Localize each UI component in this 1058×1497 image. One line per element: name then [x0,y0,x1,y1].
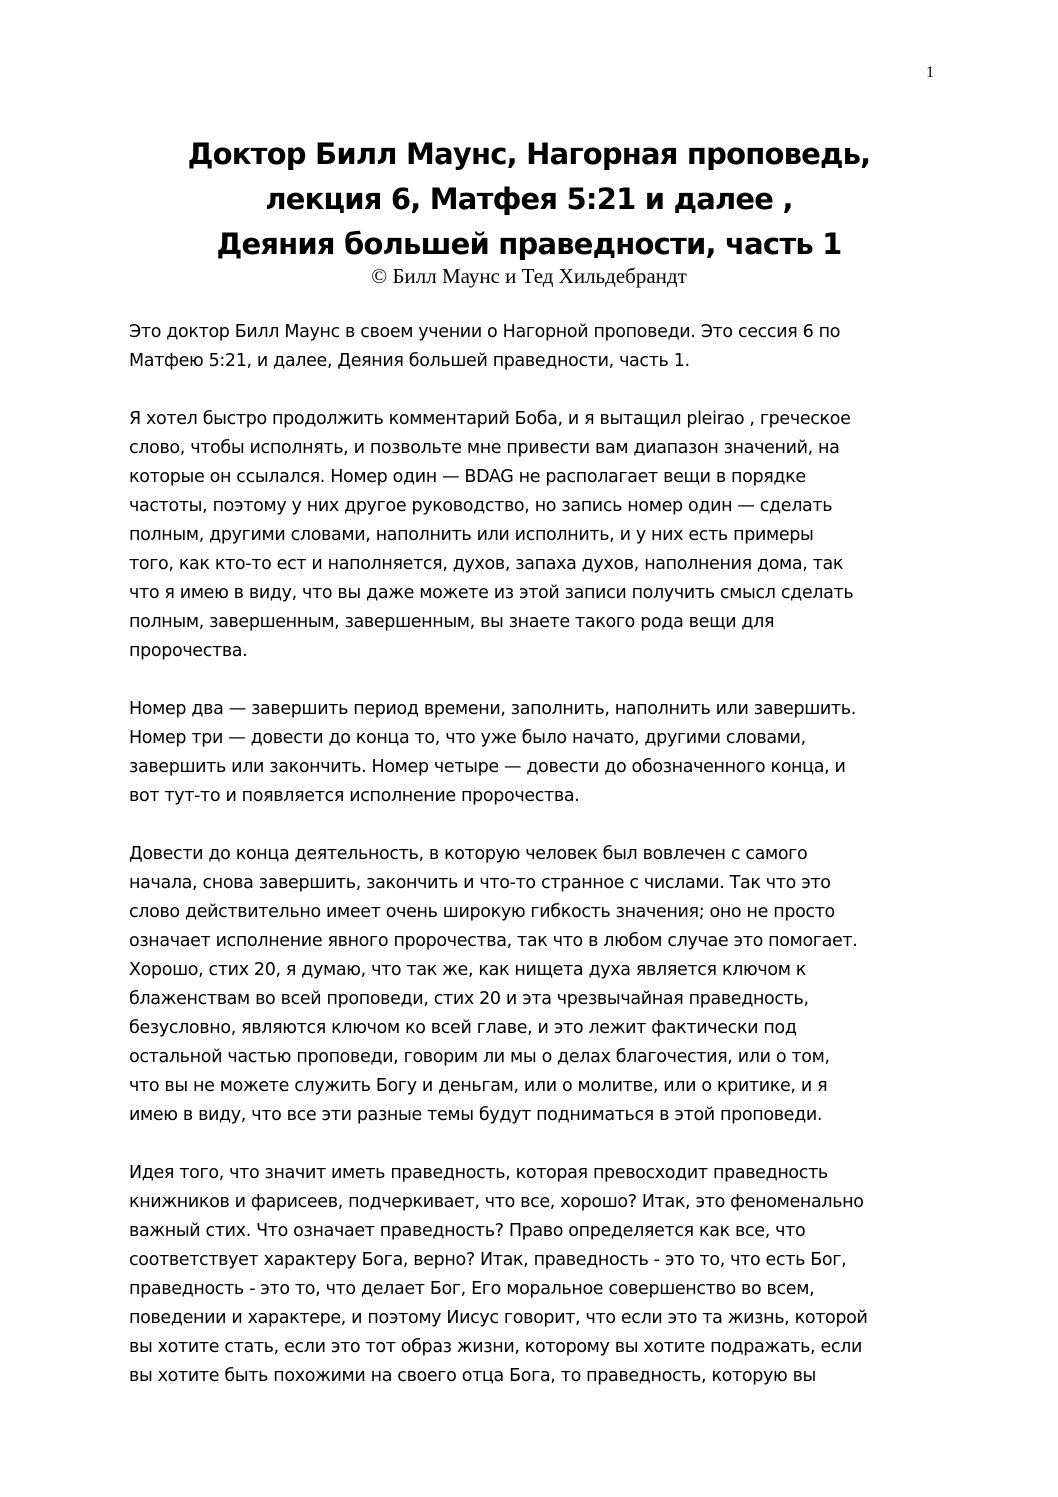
paragraph-line: которые он ссылался. Номер один — BDAG не располагает вещи в порядке [129,467,806,487]
paragraph-line: слово действительно имеет очень широкую гибкость значения; оно не просто [129,902,835,922]
paragraph [129,1159,944,1391]
paragraph-line: остальной частью проповеди, говорим ли мы о делах благочестия, или о том, [129,1047,830,1067]
paragraph-line: важный стих. Что означает праведность? Право определяется как все, что [129,1221,806,1241]
paragraph-line: Хорошо, стих 20, я думаю, что так же, как нищета духа является ключом к [129,960,807,980]
document-title-line: лекция 6, Матфея 5:21 и далее , [265,182,793,216]
paragraph-line: Идея того, что значит иметь праведность, которая превосходит праведность [129,1163,828,1183]
paragraph-line: вы хотите стать, если это тот образ жизни, которому вы хотите подражать, если [129,1337,863,1357]
paragraph-line: безусловно, являются ключом ко всей главе, и это лежит фактически под [129,1018,797,1038]
paragraph-line: пророчества. [129,641,248,661]
paragraph-line: имею в виду, что все эти разные темы будут подниматься в этой проповеди. [129,1105,823,1125]
paragraph [129,695,944,811]
paragraph-line: вы хотите быть похожими на своего отца Бога, то праведность, которую вы [129,1366,817,1386]
paragraph-line: книжников и фарисеев, подчеркивает, что все, хорошо? Итак, это феноменально [129,1192,864,1212]
document-title-line: Деяния большей праведности, часть 1 [216,227,842,261]
paragraph-line: Матфею 5:21, и далее, Деяния большей праведности, часть 1. [129,351,690,371]
paragraph-line: Номер два — завершить период времени, заполнить, наполнить или завершить. [129,699,856,719]
document-title-line: Доктор Билл Маунс, Нагорная проповедь, [187,137,871,171]
paragraph [129,405,944,666]
paragraph-line: начала, снова завершить, закончить и что-то странное с числами. Так что это [129,873,831,893]
paragraph-line: Номер три — довести до конца то, что уже было начато, другими словами, [129,728,806,748]
paragraph-line: Довести до конца деятельность, в которую человек был вовлечен с самого [129,844,808,864]
paragraph-line: полным, завершенным, завершенным, вы знаете такого рода вещи для [129,612,775,632]
paragraph-line: вот тут-то и появляется исполнение пророчества. [129,786,580,806]
paragraph-line: завершить или закончить. Номер четыре — довести до обозначенного конца, и [129,757,846,777]
paragraph-line: полным, другими словами, наполнить или исполнить, и у них есть примеры [129,525,814,545]
copyright-notice: © Билл Маунс и Тед Хильдебрандт [371,264,687,288]
paragraph-line: блаженствам во всей проповеди, стих 20 и эта чрезвычайная праведность, [129,989,809,1009]
paragraph-line: праведность - это то, что делает Бог, Его моральное совершенство во всем, [129,1279,815,1299]
document-body [129,318,944,1420]
paragraph [129,840,944,1130]
paragraph-line: поведении и характере, и поэтому Иисус говорит, что если это та жизнь, которой [129,1308,868,1328]
paragraph-line: Я хотел быстро продолжить комментарий Боба, и я вытащил pleirao , греческое [129,409,851,429]
paragraph-line: слово, чтобы исполнять, и позвольте мне привести вам диапазон значений, на [129,438,840,458]
document-header [0,132,1058,287]
paragraph-line: что вы не можете служить Богу и деньгам, или о молитве, или о критике, и я [129,1076,828,1096]
paragraph [129,318,944,376]
page-number: 1 [926,64,934,81]
paragraph-line: того, как кто-то ест и наполняется, духов, запаха духов, наполнения дома, так [129,554,844,574]
paragraph-line: Это доктор Билл Маунс в своем учении о Нагорной проповеди. Это сессия 6 по [129,322,841,342]
paragraph-line: частоты, поэтому у них другое руководство, но запись номер один — сделать [129,496,833,516]
paragraph-line: означает исполнение явного пророчества, так что в любом случае это помогает. [129,931,858,951]
paragraph-line: соответствует характеру Бога, верно? Итак, праведность - это то, что есть Бог, [129,1250,847,1270]
paragraph-line: что я имею в виду, что вы даже можете из этой записи получить смысл сделать [129,583,854,603]
